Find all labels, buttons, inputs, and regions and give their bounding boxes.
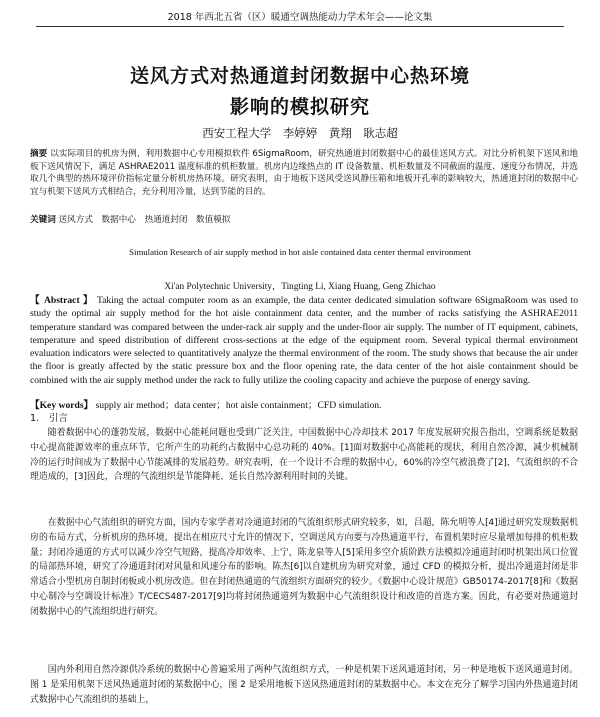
paper-title-line-1: 送风方式对热通道封闭数据中心热环境 bbox=[129, 65, 470, 87]
abstract-cn-text: 以实际项目的机房为例，利用数据中心专用模拟软件 6SigmaRoom，研究热通道封闭数据中心的最佳送风方式。对比分析机架下送风和地板下送风情况下，满足 ASHRAE2011 温度标准的机柜数量。机房内边缘热点的 IT 设备数量、机柜数量及不同截面的温度、速度分布情况，并选取几个典型的热环境评价指标定量分析机房热环境。研究表明，由于地板下送风受送风静压箱和地板开孔率的影响较大，热通道封闭的数据中心宜与机架下送风方式相结合，充分利用冷量，达到节能的目的。 bbox=[30, 149, 578, 197]
abstract-en bbox=[30, 294, 578, 387]
running-header: 2018 年西北五省（区）暖通空调热能动力学术年会——论文集 bbox=[167, 12, 433, 23]
keywords-en-label: 【Key words】 bbox=[30, 400, 94, 411]
header-divider bbox=[36, 26, 564, 27]
keywords-cn-text: 送风方式 数据中心 热通道封闭 数值模拟 bbox=[58, 215, 231, 225]
keywords-en bbox=[30, 397, 578, 411]
keywords-cn bbox=[30, 213, 578, 225]
abstract-cn bbox=[30, 148, 578, 198]
keywords-en-text: supply air method；data center；hot aisle containment；CFD simulation. bbox=[95, 400, 382, 411]
body-paragraph-3: 国内外利用自然冷源供冷系统的数据中心普遍采用了两种气流组织方式，一种是机架下送风通道封闭，另一种是地板下送风通道封闭。图 1 是采用机架下送风热通道封闭的某数据中心，图 2 是采用地板下送风热通道封闭的某数据中心。本文在充分了解学习国内外热通道封闭式数据中心气流组织的基础上， bbox=[30, 665, 578, 705]
keywords-cn-label: 关键词 bbox=[30, 215, 56, 225]
abstract-en-label: 【 Abstract 】 bbox=[30, 295, 94, 306]
body-paragraph-1: 随着数据中心的蓬勃发展，数据中心能耗问题也受到广泛关注，中国数据中心冷却技术 2017 年度发展研究报告指出，空调系统是数据中心提高能源效率的重点环节，它所产生的功耗约占数据中心总功耗的 40%。[1]面对数据中心高能耗的现状，利用自然冷源，减少机械制冷的运行时间成为了数据中心节能减排的发展趋势。研究表明，在一个设计不合理的数据中心，60%的冷空气被浪费了[2]，气流组织的不合理造成的，[3]因此，合理的气流组织是节能降耗、延长自然冷源利用时间的关键。 bbox=[30, 428, 578, 483]
abstract-cn-label: 摘要 bbox=[30, 149, 48, 159]
abstract-en-text: Taking the actual computer room as an example, the data center dedicated simulation software 6SigmaRoom was used to study the optimal air supply method for the hot aisle containment data center, and the number of racks satisfying the ASHRAE2011 temperature standard was compared between the under-rack air supply and the under-floor air supply. The number of IT equipment, cabinets, temperature and speed distribution of different cross-sections at the edge of the equipment room. Several typical thermal environment evaluation indicators were selected to quantitatively analyze the thermal environment of the room. The study shows that because the air under the floor is greatly affected by the static pressure box and the floor opening rate, the data center of the hot aisle containment should be combined with the air supply method under the rack to fully utilize the cooling capacity and achieve the purpose of energy saving. bbox=[30, 295, 579, 386]
authors-cn: 西安工程大学 李婷婷 黄翔 耿志超 bbox=[202, 126, 398, 140]
body-paragraph-2: 在数据中心气流组织的研究方面，国内专家学者对冷通道封闭的气流组织形式研究较多，如，吕超，陈允明等人[4]通过研究发现数据机房的布局方式，分析机房的热环境，提出在相应尺寸允许的情况下，空调送风方向要与冷热通道平行，布置机架时应尽量增加每排的机柜数量；封闭冷通道的方式可以减少冷空气短路，提高冷却效率、上宁，陈龙泉等人[5]采用多空介质阶跌方法模拟冷通道封闭时机架出风口位置的局部热环境，研究了冷通道封闭对风量和风速分布的影响。陈杰[6]以自建机房为研究对象，通过 CFD 的模拟分析，提出冷通道封闭是非常适合小型机房自制封闭板或小机房改造。但在封闭热通道的气流组织方面研究的较少。《数据中心设计规范》GB50174-2017[8]和《数据中心制冷与空调设计标准》T/CECS487-2017[9]均将封闭热通道列为数据中心气流组织设计和改造的首选方案。因此，有必要对热通道封闭数据中心的气流组织进行研究。 bbox=[30, 518, 578, 617]
section-heading-introduction: 1. 引言 bbox=[30, 413, 68, 424]
paper-title-line-2: 影响的模拟研究 bbox=[229, 96, 370, 118]
affiliation-en: Xi'an Polytechnic University，Tingting Li, Xiang Huang, Geng Zhichao bbox=[164, 282, 436, 292]
paper-title-en: Simulation Research of air supply method in hot aisle contained data center thermal environment bbox=[129, 247, 471, 257]
